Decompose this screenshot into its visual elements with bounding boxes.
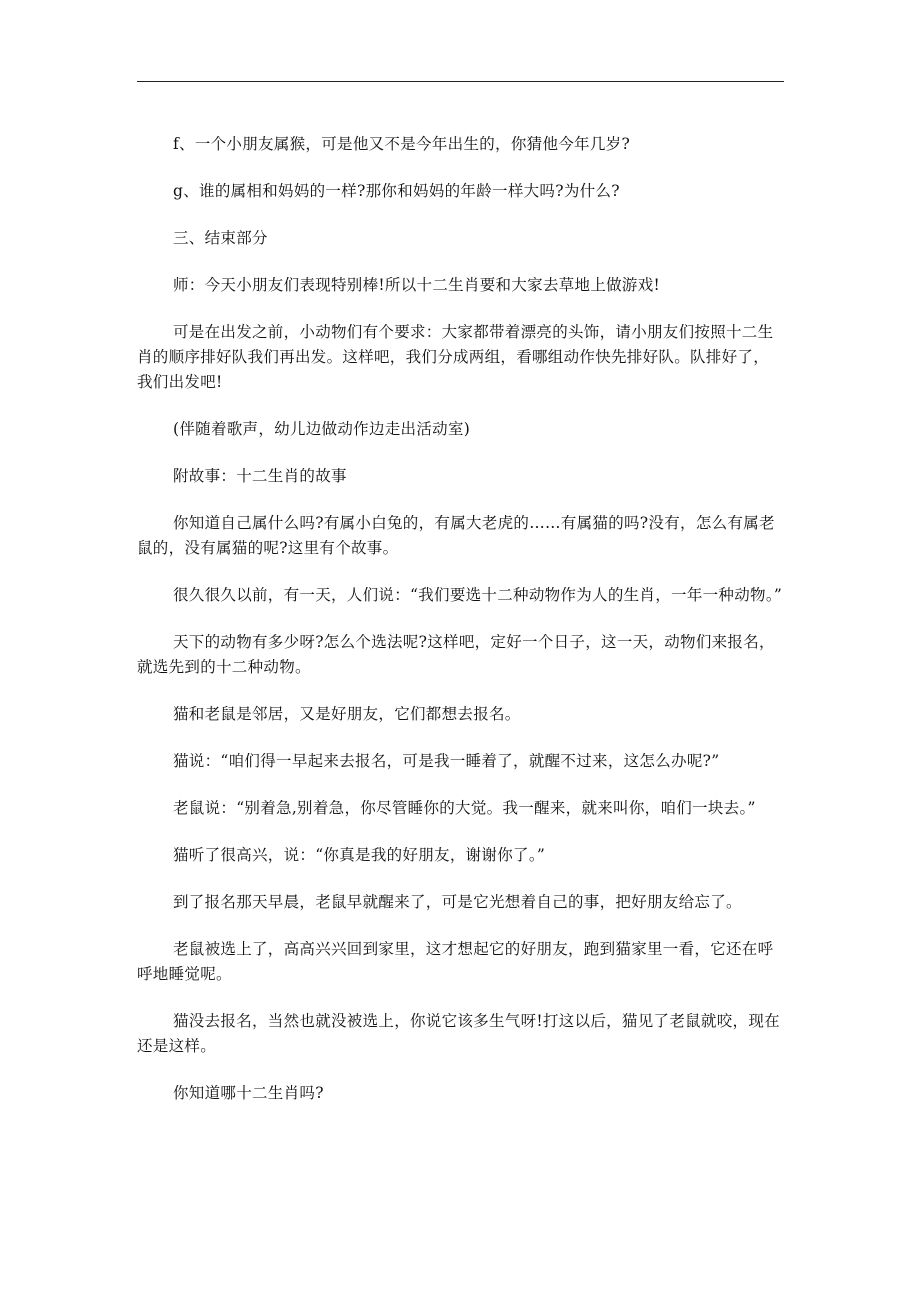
story-paragraph: 猫听了很高兴，说：“你真是我的好朋友，谢谢你了。” [173, 846, 546, 864]
appendix-story-title: 附故事：十二生肖的故事 [173, 467, 347, 485]
paragraph-activity-note: (伴随着歌声，幼儿边做动作边走出活动室) [173, 420, 471, 438]
story-paragraph: 很久很久以前，有一天，人们说：“我们要选十二种动物作为人的生肖，一年一种动物。” [173, 586, 783, 604]
paragraph-teacher: 师：今天小朋友们表现特别棒!所以十二生肖要和大家去草地上做游戏! [173, 276, 661, 294]
paragraph-departure: 可是在出发之前，小动物们有个要求：大家都带着漂亮的头饰，请小朋友们按照十二生肖的顺序排好队我们再出发。这样吧，我们分成两组，看哪组动作快先排好队。队排好了，我们出发吧! [137, 323, 774, 391]
document-body [137, 132, 784, 1106]
story-paragraph: 你知道自己属什么吗?有属小白兔的，有属大老虎的……有属猫的吗?没有，怎么有属老鼠的，没有属猫的呢?这里有个故事。 [137, 514, 775, 557]
section-heading-ending: 三、结束部分 [173, 229, 268, 247]
story-paragraph: 猫说：“咱们得一早起来去报名，可是我一睡着了，就醒不过来，这怎么办呢?” [173, 752, 720, 770]
paragraph-question-f: f、一个小朋友属猴，可是他又不是今年出生的，你猜他今年几岁? [173, 135, 631, 153]
story-paragraph: 老鼠被选上了，高高兴兴回到家里，这才想起它的好朋友，跑到猫家里一看，它还在呼呼地睡觉呢。 [137, 940, 774, 983]
story-closing-question: 你知道哪十二生肖吗? [173, 1084, 324, 1102]
story-paragraph: 猫和老鼠是邻居，又是好朋友，它们都想去报名。 [173, 705, 521, 723]
header-rule [137, 81, 784, 82]
story-paragraph: 天下的动物有多少呀?怎么个选法呢?这样吧，定好一个日子，这一天，动物们来报名，就选先到的十二种动物。 [137, 633, 775, 676]
paragraph-question-g: g、谁的属相和妈妈的一样?那你和妈妈的年龄一样大吗?为什么? [173, 182, 620, 200]
story-paragraph: 老鼠说：“别着急,别着急，你尽管睡你的大觉。我一醒来，就来叫你，咱们一块去。” [173, 799, 756, 817]
story-paragraph: 到了报名那天早晨，老鼠早就醒来了，可是它光想着自己的事，把好朋友给忘了。 [173, 893, 742, 911]
story-paragraph: 猫没去报名，当然也就没被选上，你说它该多生气呀!打这以后，猫见了老鼠就咬，现在还是这样。 [137, 1012, 780, 1055]
